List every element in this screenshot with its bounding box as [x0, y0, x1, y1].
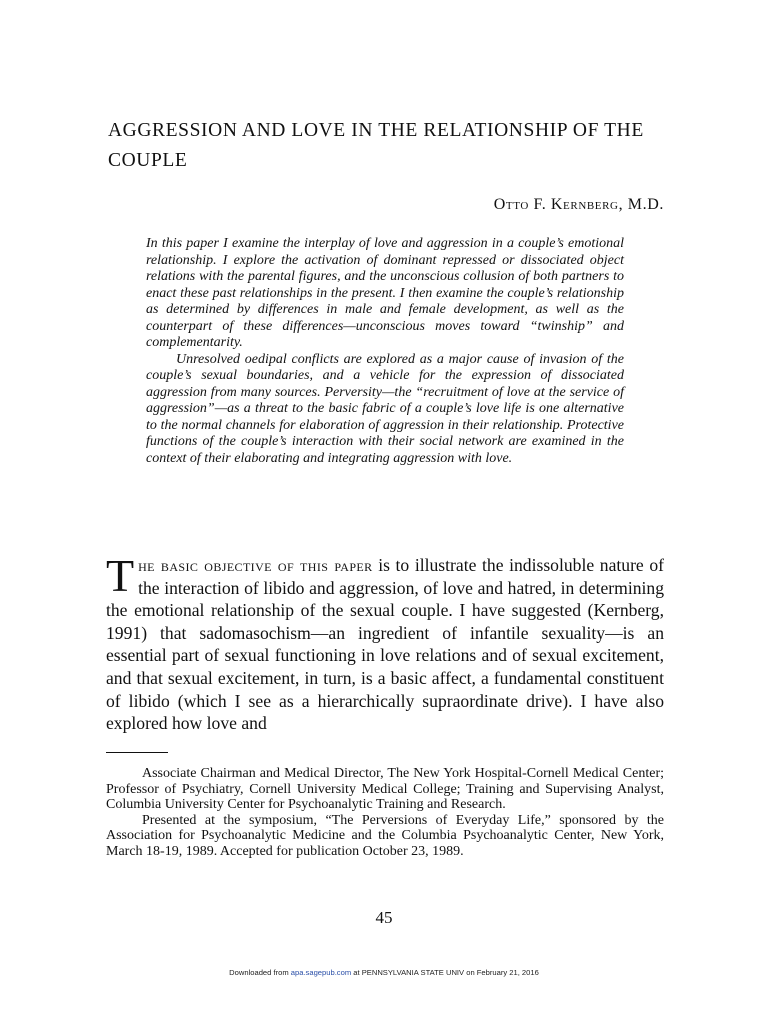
- page-number: 45: [375, 908, 393, 927]
- author-name: Otto F. Kernberg: [493, 196, 619, 213]
- footnote-affiliation: Associate Chairman and Medical Director, The New York Hospital-Cornell Medical Center; Professor of Psychiatry, Cornell University Medical College; Training and Supervising Analyst, Columbia University Center for Psychoanalytic Training and Research.: [106, 766, 664, 813]
- footnotes: [106, 766, 664, 860]
- footnote-rule: [106, 752, 168, 753]
- abstract-paragraph-1: In this paper I examine the interplay of love and aggression in a couple’s emotional relationship. I explore the activation of dominant repressed or dissociated object relations with the parental figures, and the unconscious collusion of both partners to enact these past relationships in the present. I then examine the couple’s relationship as determined by differences in male and female development, as well as the counterpart of these differences—unconscious moves toward “twinship” and complementarity.: [146, 236, 624, 350]
- author-degree: , M.D.: [618, 196, 664, 213]
- download-notice: [0, 968, 768, 977]
- download-suffix: at PENNSYLVANIA STATE UNIV on February 21, 2016: [351, 968, 539, 977]
- publisher-link[interactable]: apa.sagepub.com: [290, 968, 352, 977]
- body-paragraph: [106, 550, 664, 735]
- lead-in-small-caps: he basic objective of this paper: [138, 555, 373, 575]
- abstract: [146, 236, 624, 467]
- footnote-presentation: Presented at the symposium, “The Perversions of Everyday Life,” sponsored by the Association for Psychoanalytic Medicine and the Columbia Psychoanalytic Center, New York, March 18-19, 1989. Accepted for publication October 23, 1989.: [106, 812, 664, 859]
- article-title: AGGRESSION AND LOVE IN THE RELATIONSHIP OF THE COUPLE: [108, 120, 644, 171]
- body-text: is to illustrate the indissoluble nature of the interaction of libido and aggression, of love and hatred, in determining the emotional relationship of the sexual couple. I have suggested (Kernberg, 1991) that sadomasochism—an ingredient of infantile sexuality—is an essential part of sexual functioning in love relations and of sexual excitement, and that sexual excitement, in turn, is a basic affect, a fundamental constituent of libido (which I see as a hierarchically supraordinate drive). I have also explored how love and: [106, 555, 664, 734]
- abstract-paragraph-2: Unresolved oedipal conflicts are explored as a major cause of invasion of the couple’s sexual boundaries, and a vehicle for the expression of dissociated aggression from many sources. Perversity—the “recruitment of love at the service of aggression”—as a threat to the basic fabric of a couple’s love life is one alternative to the normal channels for elaboration of aggression in their relationship. Protective functions of the couple’s interaction with their social network are examined in the context of their elaborating and integrating aggression with love.: [146, 351, 624, 466]
- drop-cap: T: [106, 550, 135, 601]
- download-prefix: Downloaded from: [229, 968, 291, 977]
- author-line: [494, 196, 664, 214]
